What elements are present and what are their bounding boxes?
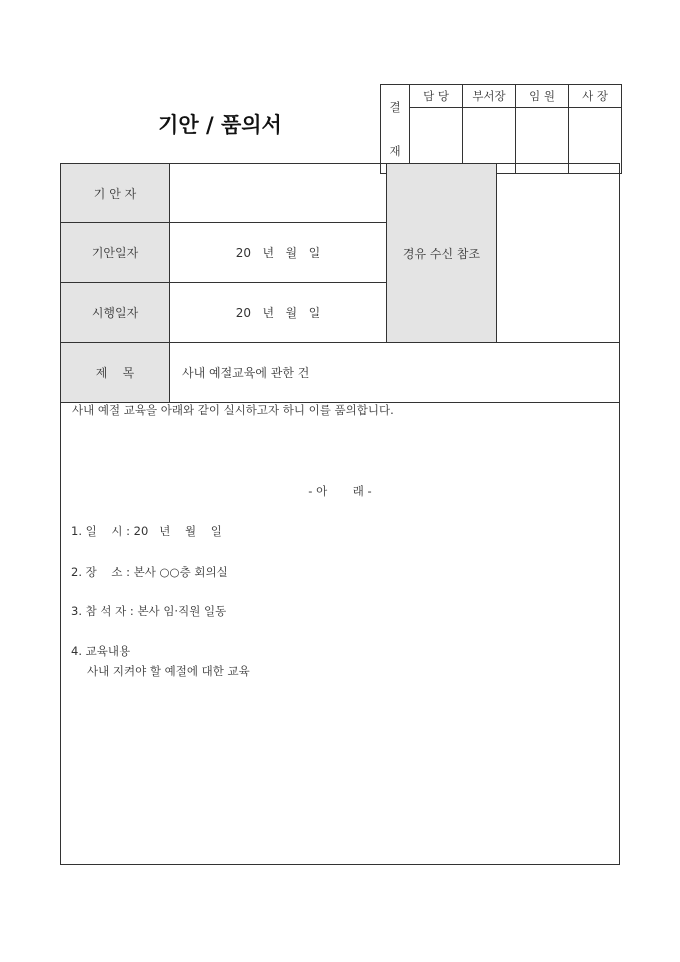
approval-col-executive: 임 원 bbox=[516, 85, 569, 108]
item-attendees: 3. 참 석 자 : 본사 임·직원 일동 bbox=[71, 604, 227, 618]
approval-table bbox=[380, 84, 622, 174]
grid-line-row-1 bbox=[61, 222, 386, 223]
below-heading: - 아 래 - bbox=[308, 484, 372, 498]
approval-col-staff: 담 당 bbox=[410, 85, 463, 108]
subject-value[interactable]: 사내 예절교육에 관한 건 bbox=[182, 366, 310, 380]
drafter-label: 기 안 자 bbox=[61, 164, 169, 222]
item-date: 1. 일 시 : 20 년 월 일 bbox=[71, 524, 222, 538]
page-title: 기안 / 품의서 bbox=[158, 112, 282, 137]
intro-text: 사내 예절 교육을 아래와 같이 실시하고자 하니 이를 품의합니다. bbox=[72, 403, 394, 417]
approval-col-dept-head: 부서장 bbox=[463, 85, 516, 108]
approval-side-label-top: 결 bbox=[389, 100, 401, 114]
item-place: 2. 장 소 : 본사 ○○층 회의실 bbox=[71, 565, 228, 579]
grid-line-row-3 bbox=[61, 342, 619, 343]
item-content-title: 4. 교육내용 bbox=[71, 644, 131, 658]
approval-col-president: 사 장 bbox=[569, 85, 622, 108]
draft-date-label: 기안일자 bbox=[61, 223, 169, 282]
approval-side-label bbox=[381, 85, 410, 174]
exec-date-value[interactable]: 20 년 월 일 bbox=[235, 306, 321, 320]
route-value[interactable] bbox=[497, 164, 619, 342]
drafter-value[interactable] bbox=[170, 164, 386, 222]
route-label: 경유 수신 참조 bbox=[387, 164, 496, 342]
grid-line-vertical-label bbox=[169, 164, 170, 402]
item-content-detail: 사내 지켜야 할 예절에 대한 교육 bbox=[87, 664, 250, 678]
subject-label: 제 목 bbox=[61, 343, 169, 402]
grid-line-vertical-mid bbox=[386, 164, 387, 342]
grid-line-vertical-route bbox=[496, 164, 497, 342]
exec-date-label: 시행일자 bbox=[61, 283, 169, 342]
grid-line-row-2 bbox=[61, 282, 386, 283]
approval-side-label-bottom: 재 bbox=[389, 144, 401, 158]
draft-date-value[interactable]: 20 년 월 일 bbox=[235, 246, 321, 260]
